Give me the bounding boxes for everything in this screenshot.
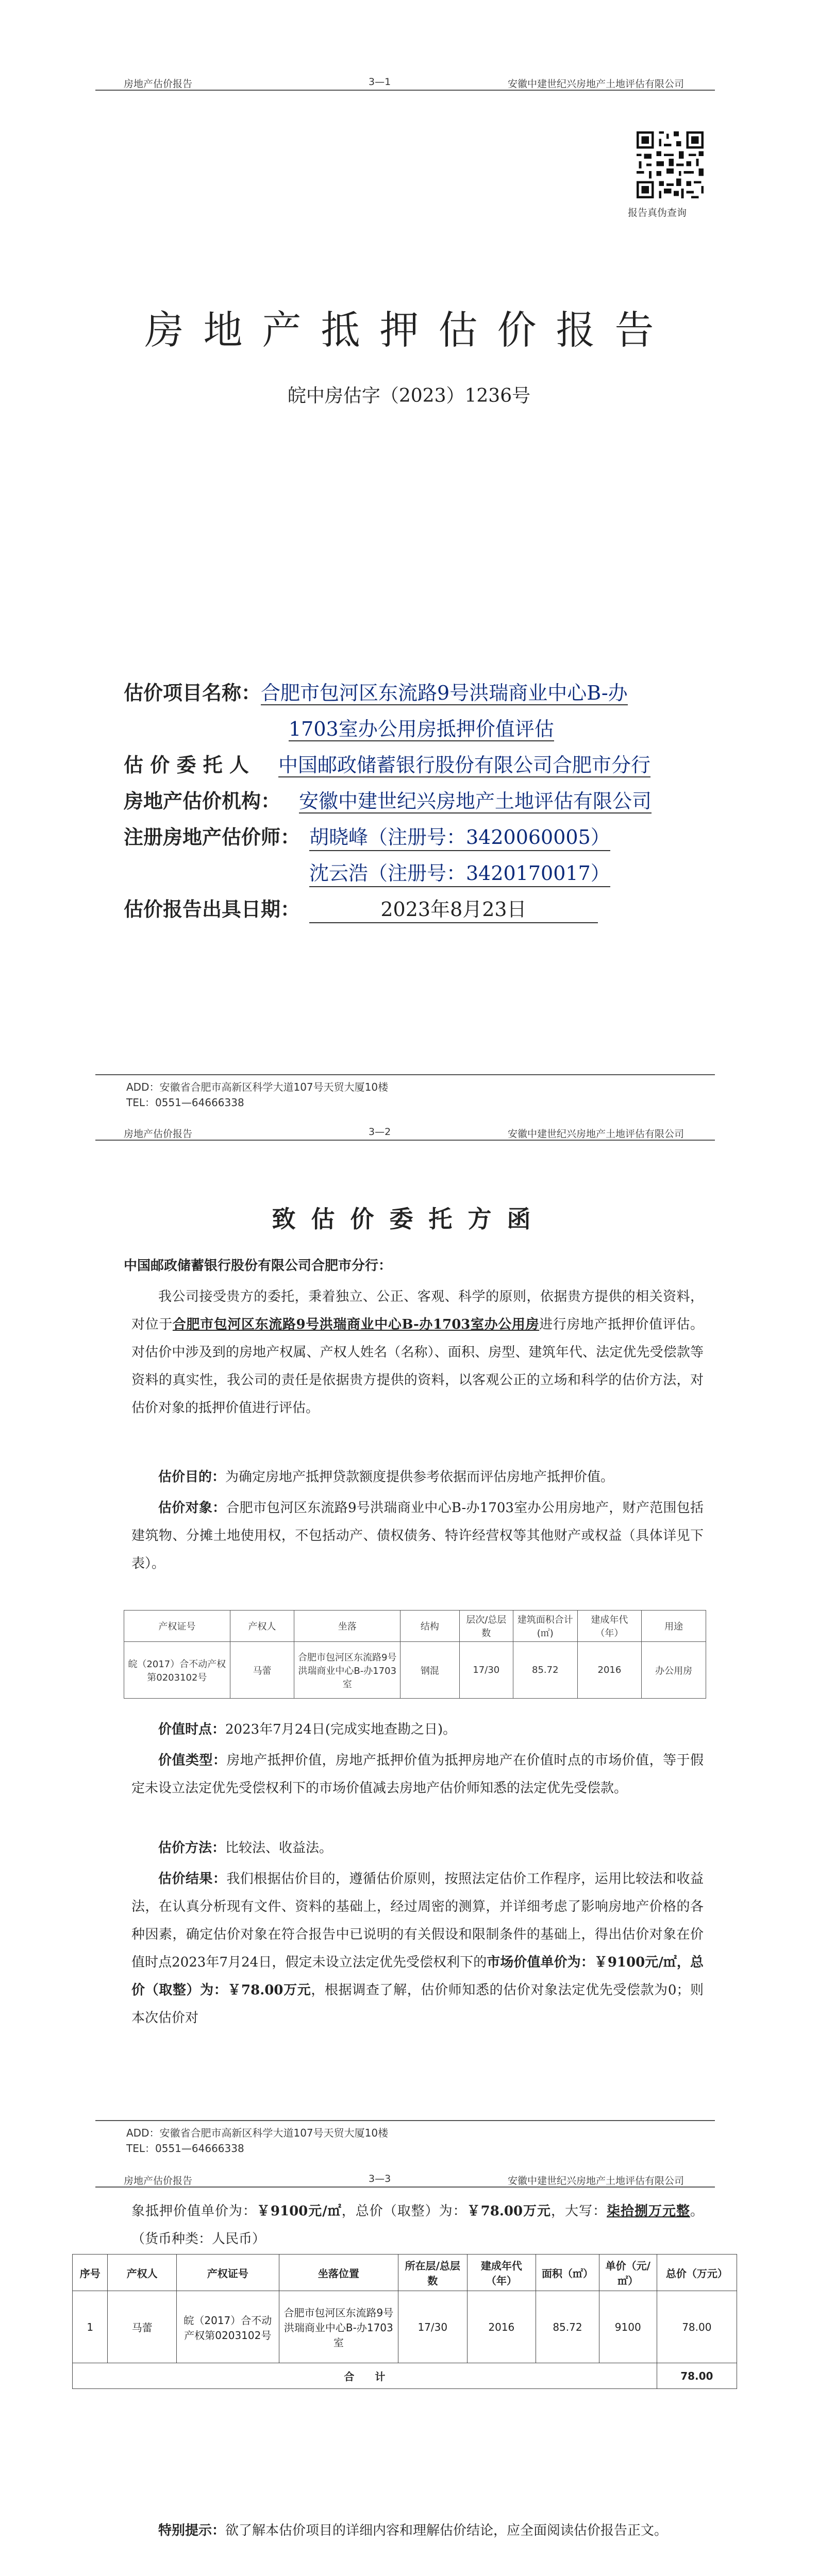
agency-row xyxy=(124,788,652,814)
header-left: 房地产估价报告 xyxy=(124,2175,193,2187)
table-cell: 85.72 xyxy=(536,2291,599,2363)
appraiser-1: 胡晓峰（注册号：3420060005） xyxy=(309,824,610,851)
footer-address: ADD：安徽省合肥市高新区科学大道107号天贸大厦10楼 xyxy=(126,1081,389,1093)
tip-paragraph xyxy=(131,2517,704,2545)
appraiser-row xyxy=(124,824,610,851)
project-name-row-2 xyxy=(289,716,554,742)
p3-text-c: ，总价（取整）为： xyxy=(341,2204,467,2219)
tip-label: 特别提示： xyxy=(158,2523,226,2538)
table-header: 产权人 xyxy=(108,2255,177,2291)
table-header-row xyxy=(73,2255,737,2291)
table-header: 用途 xyxy=(642,1611,706,1642)
result-paragraph xyxy=(131,1865,704,2032)
table-row xyxy=(124,1642,706,1699)
client-value: 中国邮政储蓄银行股份有限公司合肥市分行 xyxy=(278,754,651,776)
table-cell: 17/30 xyxy=(459,1642,513,1699)
p3-total-price: ￥78.00万元 xyxy=(466,2204,552,2219)
agency-value: 安徽中建世纪兴房地产土地评估有限公司 xyxy=(299,790,652,812)
tip-text: 欲了解本估价项目的详细内容和理解估价结论，应全面阅读估价报告正文。 xyxy=(225,2523,668,2538)
header-right: 安徽中建世纪兴房地产土地评估有限公司 xyxy=(507,2175,684,2187)
document-number: 皖中房估字（2023）1236号 xyxy=(287,385,531,406)
cover-page xyxy=(0,0,818,1110)
result-label: 估价结果： xyxy=(158,1871,227,1887)
method-text: 比较法、收益法。 xyxy=(225,1840,333,1856)
page-header xyxy=(95,1123,715,1141)
purpose-text: 为确定房地产抵押贷款额度提供参考依据而评估房地产抵押价值。 xyxy=(225,1469,614,1485)
date-row xyxy=(124,896,598,923)
value-type-text: 房地产抵押价值，房地产抵押价值为抵押房地产在价值时点的市场价值，等于假定未设立法定优先受偿权利下的市场价值减去房地产估价师知悉的法定优先受偿款。 xyxy=(131,1753,704,1796)
project-name-value: 合肥市包河区东流路9号洪瑞商业中心B-办 xyxy=(261,682,628,704)
appraiser-row-2 xyxy=(309,860,610,887)
table-header: 建成年代（年） xyxy=(577,1611,642,1642)
p1-property: 合肥市包河区东流路9号洪瑞商业中心B-办1703室办公用房 xyxy=(172,1317,540,1332)
value-type-label: 价值类型： xyxy=(158,1753,227,1768)
value-date-paragraph xyxy=(131,1716,704,1743)
table-header: 坐落位置 xyxy=(279,2255,398,2291)
result-text-a: 我们根据估价目的，遵循估价原则，按照法定估价工作程序，运用比较法和收益法，在认真分析现有文件、资料的基础上，经过周密的测算，并详细考虑了影响房地产价格的各种因素，确定估价对象在符合报告中已说明的有关假设和限制条件的基础上，得出估价对象在价值时点2023年7月24日，假定未设立法定优先受偿权利下的 xyxy=(131,1871,704,1970)
table-row xyxy=(73,2291,737,2363)
report-date-label: 估价报告出具日期： xyxy=(124,897,301,921)
object-text: 合肥市包河区东流路9号洪瑞商业中心B-办1703室办公用房地产，财产范围包括建筑物、分摊土地使用权，不包括动产、债权债务、特许经营权等其他财产或权益（具体详见下表）。 xyxy=(131,1500,704,1571)
table-header: 产权人 xyxy=(230,1611,294,1642)
page-header xyxy=(95,2170,715,2188)
table-cell: 钢混 xyxy=(400,1642,460,1699)
footer-tel: TEL：0551—64666338 xyxy=(126,1096,244,1109)
appraiser-2: 沈云浩（注册号：3420170017） xyxy=(309,860,610,887)
header-left: 房地产估价报告 xyxy=(124,1128,193,1140)
table-cell: 合肥市包河区东流路9号洪瑞商业中心B-办1703室 xyxy=(294,1642,400,1699)
table-cell: 1 xyxy=(73,2291,108,2363)
table-cell: 9100 xyxy=(599,2291,657,2363)
total-label: 合 计 xyxy=(73,2363,657,2389)
table-cell: 马蕾 xyxy=(230,1642,294,1699)
table-cell: 78.00 xyxy=(657,2291,737,2363)
table-header: 建成年代（年） xyxy=(467,2255,536,2291)
appraiser-label: 注册房地产估价师： xyxy=(124,825,301,849)
table-header: 产权证号 xyxy=(176,2255,279,2291)
page-header xyxy=(95,73,715,91)
page-footer xyxy=(95,2120,715,2156)
report-date-value: 2023年8月23日 xyxy=(309,896,598,923)
object-label: 估价对象： xyxy=(158,1500,226,1516)
table-cell: 2016 xyxy=(577,1642,642,1699)
letter-addressee: 中国邮政储蓄银行股份有限公司合肥市分行： xyxy=(124,1258,392,1274)
table-cell: 17/30 xyxy=(398,2291,467,2363)
qr-code-icon[interactable] xyxy=(634,129,706,201)
header-page-number: 3—3 xyxy=(369,2173,391,2184)
table-cell: 皖（2017）合不动产权第0203102号 xyxy=(124,1642,230,1699)
p3-text-e: ，大写： xyxy=(551,2204,607,2219)
method-paragraph xyxy=(131,1834,704,1862)
table-total-row xyxy=(73,2363,737,2389)
agency-label: 房地产估价机构： xyxy=(124,789,281,812)
client-row xyxy=(124,752,650,778)
table-header: 面积（㎡） xyxy=(536,2255,599,2291)
project-name-row xyxy=(124,680,628,706)
value-date-text: 2023年7月24日(完成实地查勘之日)。 xyxy=(225,1722,457,1737)
table-header: 建筑面积合计(㎡) xyxy=(513,1611,577,1642)
method-label: 估价方法： xyxy=(158,1840,226,1856)
header-page-number: 3—2 xyxy=(369,1126,391,1138)
mortgage-value-paragraph xyxy=(131,2197,704,2253)
project-name-label: 估价项目名称： xyxy=(124,681,261,704)
project-name-value-2: 1703室办公用房抵押价值评估 xyxy=(289,718,554,740)
table-cell: 马蕾 xyxy=(108,2291,177,2363)
page-footer xyxy=(95,1074,715,1110)
header-page-number: 3—1 xyxy=(369,76,391,88)
total-value: 78.00 xyxy=(657,2363,737,2389)
table-cell: 合肥市包河区东流路9号洪瑞商业中心B-办1703室 xyxy=(279,2291,398,2363)
table-header: 总价（万元） xyxy=(657,2255,737,2291)
table-header: 所在层/总层数 xyxy=(398,2255,467,2291)
table-cell: 办公用房 xyxy=(642,1642,706,1699)
result-text-c: ，根据调查了解，估价师知悉的估价对象法定优先受偿款为0；则本次估价对 xyxy=(131,1982,704,2026)
result-table xyxy=(72,2254,737,2389)
footer-tel: TEL：0551—64666338 xyxy=(126,2142,244,2155)
purpose-label: 估价目的： xyxy=(158,1469,226,1485)
p3-text-a: 象抵押价值单价为： xyxy=(131,2204,257,2219)
result-market-value: 市场价值单价为：￥9100元/㎡，总价（取整）为：￥78.00万元 xyxy=(131,1955,704,1998)
letter-title: 致估价委托方函 xyxy=(272,1205,546,1233)
table-header: 坐落 xyxy=(294,1611,400,1642)
p1-text-c: 进行房地产抵押价值评估。对估价中涉及到的房地产权属、产权人姓名（名称）、面积、房型、建筑年代、法定优先受偿款等资料的真实性，我公司的责任是依据贵方提供的资料，以客观公正的立场和科学的估价方法，对估价对象的抵押价值进行评估。 xyxy=(131,1317,704,1416)
header-left: 房地产估价报告 xyxy=(124,78,193,90)
p1-text-a: 我公司接受贵方的委托，秉着独立、公正、客观、科学的原则，依据贵方提供的相关资料，对位于 xyxy=(131,1289,704,1332)
purpose-paragraph xyxy=(131,1463,704,1491)
table-header: 序号 xyxy=(73,2255,108,2291)
table-header: 单价（元/㎡） xyxy=(599,2255,657,2291)
object-paragraph xyxy=(131,1494,704,1578)
table-cell: 85.72 xyxy=(513,1642,577,1699)
footer-address: ADD：安徽省合肥市高新区科学大道107号天贸大厦10楼 xyxy=(126,2127,389,2139)
object-table xyxy=(124,1610,706,1699)
p3-unit-price: ￥9100元/㎡ xyxy=(256,2204,342,2219)
table-cell: 2016 xyxy=(467,2291,536,2363)
header-right: 安徽中建世纪兴房地产土地评估有限公司 xyxy=(507,78,684,90)
letter-paragraph-1 xyxy=(131,1283,704,1422)
value-type-paragraph xyxy=(131,1747,704,1802)
report-title: 房地产抵押估价报告 xyxy=(144,307,674,353)
table-header: 产权证号 xyxy=(124,1611,230,1642)
table-cell: 皖（2017）合不动产权第0203102号 xyxy=(176,2291,279,2363)
header-right: 安徽中建世纪兴房地产土地评估有限公司 xyxy=(507,1128,684,1140)
value-date-label: 价值时点： xyxy=(158,1722,226,1737)
p3-text-g: 。（货币种类：人民币） xyxy=(131,2204,704,2247)
table-header: 层次/总层数 xyxy=(459,1611,513,1642)
table-header-row xyxy=(124,1611,706,1642)
p3-uppercase-amount: 柒拾捌万元整 xyxy=(607,2204,690,2219)
client-label: 估 价 委 托 人 xyxy=(124,753,249,776)
qr-caption: 报告真伪查询 xyxy=(628,207,687,218)
table-header: 结构 xyxy=(400,1611,460,1642)
